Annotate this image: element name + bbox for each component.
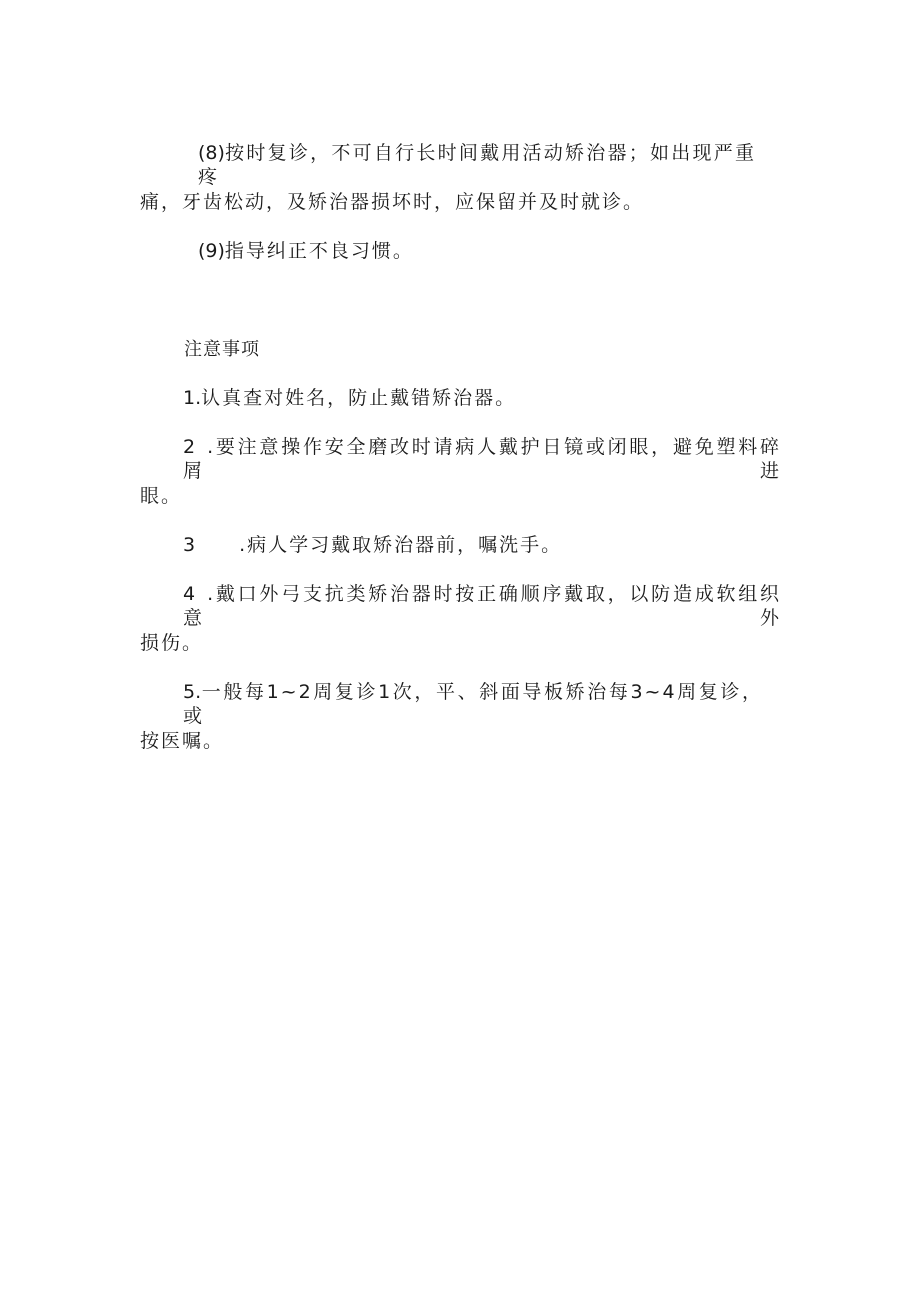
item-8-line-2	[140, 190, 644, 214]
note-4-line-2	[140, 631, 203, 655]
note-5-text-2: 按医嘱。	[140, 730, 225, 752]
notes-heading: 注意事项	[184, 339, 260, 360]
item-9-line-1	[198, 239, 414, 263]
note-5-number: 5.	[183, 681, 202, 703]
note-2-line-2	[140, 484, 182, 508]
note-5-text-1: 一般每1~2周复诊1次，平、斜面导板矫治每3~4周复诊，或	[183, 681, 763, 727]
item-9-number: (9)	[198, 240, 225, 262]
item-8-text-2: 痛，牙齿松动，及矫治器损坏时，应保留并及时就诊。	[140, 191, 645, 213]
item-8-text-1: 按时复诊，不可自行长时间戴用活动矫治器；如出现严重疼	[198, 142, 756, 188]
note-4-text-2: 损伤。	[140, 632, 204, 654]
note-2-number: 2	[183, 436, 196, 458]
note-4-text-1: .戴口外弓支抗类矫治器时按正确顺序戴取，以防造成软组织意外	[183, 583, 781, 629]
item-9-text-1: 指导纠正不良习惯。	[224, 240, 414, 262]
note-2-text-1: .要注意操作安全磨改时请病人戴护日镜或闭眼，避免塑料碎屑进	[183, 436, 781, 482]
note-2-line-1	[183, 435, 781, 483]
note-4-line-1	[183, 582, 781, 630]
note-3-line-1	[183, 533, 562, 557]
item-8-line-1	[198, 141, 756, 189]
note-5-line-2	[140, 729, 224, 753]
item-8-number: (8)	[198, 142, 225, 164]
note-2-text-2: 眼。	[140, 485, 183, 507]
note-1-text-1: 认真查对姓名，防止戴错矫治器。	[201, 387, 517, 409]
note-3-number: 3	[183, 534, 196, 556]
note-1-line-1	[183, 386, 516, 410]
note-3-text-1: .病人学习戴取矫治器前，嘱洗手。	[239, 534, 563, 556]
note-1-number: 1.	[183, 387, 202, 409]
note-4-number: 4	[183, 583, 196, 605]
note-5-line-1	[183, 680, 763, 728]
